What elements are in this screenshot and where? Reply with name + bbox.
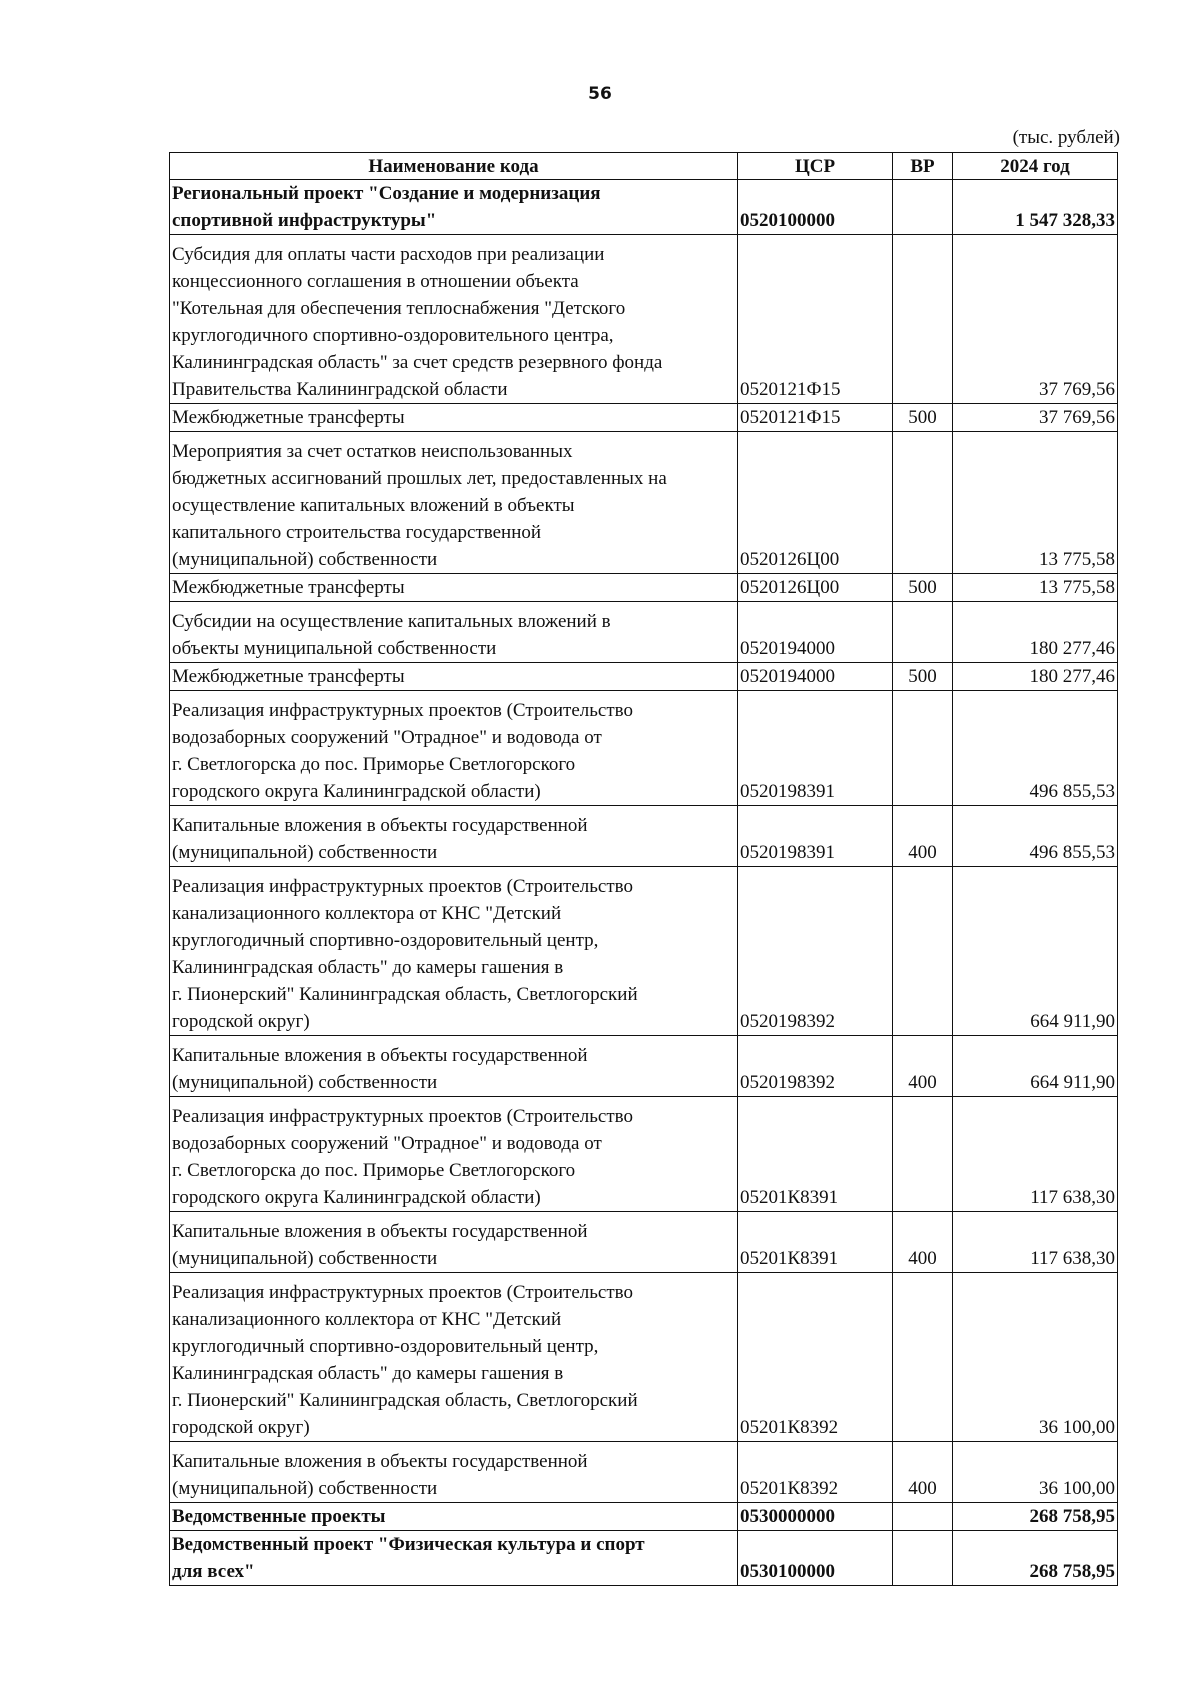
row-name: Межбюджетные трансферты xyxy=(170,574,738,602)
row-name: Ведомственные проекты xyxy=(170,1503,738,1531)
table-row xyxy=(170,235,1118,404)
row-csr: 0520121Ф15 xyxy=(738,404,893,432)
row-amount: 36 100,00 xyxy=(953,1442,1118,1503)
row-name: Межбюджетные трансферты xyxy=(170,404,738,432)
row-csr: 0520198391 xyxy=(738,806,893,867)
row-name: Капитальные вложения в объекты государственной (муниципальной) собственности xyxy=(170,1036,738,1097)
table-row xyxy=(170,180,1118,235)
row-amount: 268 758,95 xyxy=(953,1531,1118,1586)
header-csr: ЦСР xyxy=(738,153,893,180)
table-row xyxy=(170,1097,1118,1212)
row-name: Капитальные вложения в объекты государственной (муниципальной) собственности xyxy=(170,1212,738,1273)
table-row xyxy=(170,432,1118,574)
row-amount: 180 277,46 xyxy=(953,602,1118,663)
row-amount: 37 769,56 xyxy=(953,235,1118,404)
row-vr: 400 xyxy=(893,1442,953,1503)
row-csr: 05201К8392 xyxy=(738,1442,893,1503)
row-amount: 496 855,53 xyxy=(953,806,1118,867)
row-name: Капитальные вложения в объекты государственной (муниципальной) собственности xyxy=(170,806,738,867)
row-vr xyxy=(893,691,953,806)
table-row xyxy=(170,602,1118,663)
row-vr xyxy=(893,1503,953,1531)
row-csr: 0520100000 xyxy=(738,180,893,235)
row-csr: 05201К8391 xyxy=(738,1097,893,1212)
table-row xyxy=(170,1212,1118,1273)
row-vr xyxy=(893,602,953,663)
table-row xyxy=(170,574,1118,602)
row-csr: 0520198392 xyxy=(738,1036,893,1097)
row-name: Реализация инфраструктурных проектов (Строительство водозаборных сооружений "Отрадное" и водовода от г. Светлогорска до пос. Приморье Светлогорского городского округа Калининградской области) xyxy=(170,1097,738,1212)
row-vr xyxy=(893,867,953,1036)
row-name: Региональный проект "Создание и модернизация спортивной инфраструктуры" xyxy=(170,180,738,235)
table-row xyxy=(170,1442,1118,1503)
table-header-row xyxy=(170,153,1118,180)
row-vr: 400 xyxy=(893,806,953,867)
row-name: Субсидии на осуществление капитальных вложений в объекты муниципальной собственности xyxy=(170,602,738,663)
row-csr: 05201К8392 xyxy=(738,1273,893,1442)
row-vr: 500 xyxy=(893,663,953,691)
row-amount: 664 911,90 xyxy=(953,1036,1118,1097)
row-name: Капитальные вложения в объекты государственной (муниципальной) собственности xyxy=(170,1442,738,1503)
row-amount: 117 638,30 xyxy=(953,1212,1118,1273)
table-row xyxy=(170,867,1118,1036)
row-csr: 0520126Ц00 xyxy=(738,432,893,574)
row-csr: 0520198392 xyxy=(738,867,893,1036)
row-name: Субсидия для оплаты части расходов при реализации концессионного соглашения в отношении объекта "Котельная для обеспечения теплоснабжения "Детского круглогодичного спортивно-оздоровительного центра, Калининградская область" за счет средств резервного фонда Правительства Калининградской области xyxy=(170,235,738,404)
row-amount: 37 769,56 xyxy=(953,404,1118,432)
row-name: Межбюджетные трансферты xyxy=(170,663,738,691)
table-row xyxy=(170,691,1118,806)
row-csr: 0520194000 xyxy=(738,663,893,691)
row-name: Ведомственный проект "Физическая культура и спорт для всех" xyxy=(170,1531,738,1586)
row-name: Мероприятия за счет остатков неиспользованных бюджетных ассигнований прошлых лет, предоставленных на осуществление капитальных вложений в объекты капитального строительства государственной (муниципальной) собственности xyxy=(170,432,738,574)
page-number: 56 xyxy=(588,84,612,104)
row-vr: 400 xyxy=(893,1036,953,1097)
row-csr: 0520194000 xyxy=(738,602,893,663)
budget-table xyxy=(169,152,1118,1586)
row-csr: 0530000000 xyxy=(738,1503,893,1531)
row-vr xyxy=(893,235,953,404)
header-vr: ВР xyxy=(893,153,953,180)
row-amount: 496 855,53 xyxy=(953,691,1118,806)
row-name: Реализация инфраструктурных проектов (Строительство канализационного коллектора от КНС "Детский круглогодичный спортивно-оздоровительный центр, Калининградская область" до камеры гашения в г. Пионерский" Калининградская область, Светлогорский городской округ) xyxy=(170,1273,738,1442)
row-vr xyxy=(893,1097,953,1212)
table-row xyxy=(170,806,1118,867)
header-name: Наименование кода xyxy=(170,153,738,180)
row-amount: 180 277,46 xyxy=(953,663,1118,691)
row-name: Реализация инфраструктурных проектов (Строительство канализационного коллектора от КНС "Детский круглогодичный спортивно-оздоровительный центр, Калининградская область" до камеры гашения в г. Пионерский" Калининградская область, Светлогорский городской округ) xyxy=(170,867,738,1036)
table-row xyxy=(170,663,1118,691)
row-vr xyxy=(893,1531,953,1586)
row-amount: 36 100,00 xyxy=(953,1273,1118,1442)
row-vr xyxy=(893,180,953,235)
table-row xyxy=(170,1036,1118,1097)
header-amount: 2024 год xyxy=(953,153,1118,180)
row-amount: 664 911,90 xyxy=(953,867,1118,1036)
row-vr: 500 xyxy=(893,404,953,432)
table-row xyxy=(170,1273,1118,1442)
row-vr xyxy=(893,432,953,574)
row-name: Реализация инфраструктурных проектов (Строительство водозаборных сооружений "Отрадное" и водовода от г. Светлогорска до пос. Приморье Светлогорского городского округа Калининградской области) xyxy=(170,691,738,806)
table-row xyxy=(170,1503,1118,1531)
row-csr: 0530100000 xyxy=(738,1531,893,1586)
table-row xyxy=(170,1531,1118,1586)
table-row xyxy=(170,404,1118,432)
row-csr: 05201К8391 xyxy=(738,1212,893,1273)
row-amount: 268 758,95 xyxy=(953,1503,1118,1531)
row-amount: 13 775,58 xyxy=(953,432,1118,574)
row-csr: 0520198391 xyxy=(738,691,893,806)
row-amount: 1 547 328,33 xyxy=(953,180,1118,235)
row-csr: 0520126Ц00 xyxy=(738,574,893,602)
row-amount: 13 775,58 xyxy=(953,574,1118,602)
units-label: (тыс. рублей) xyxy=(1012,127,1120,148)
row-csr: 0520121Ф15 xyxy=(738,235,893,404)
row-amount: 117 638,30 xyxy=(953,1097,1118,1212)
row-vr: 400 xyxy=(893,1212,953,1273)
row-vr xyxy=(893,1273,953,1442)
row-vr: 500 xyxy=(893,574,953,602)
